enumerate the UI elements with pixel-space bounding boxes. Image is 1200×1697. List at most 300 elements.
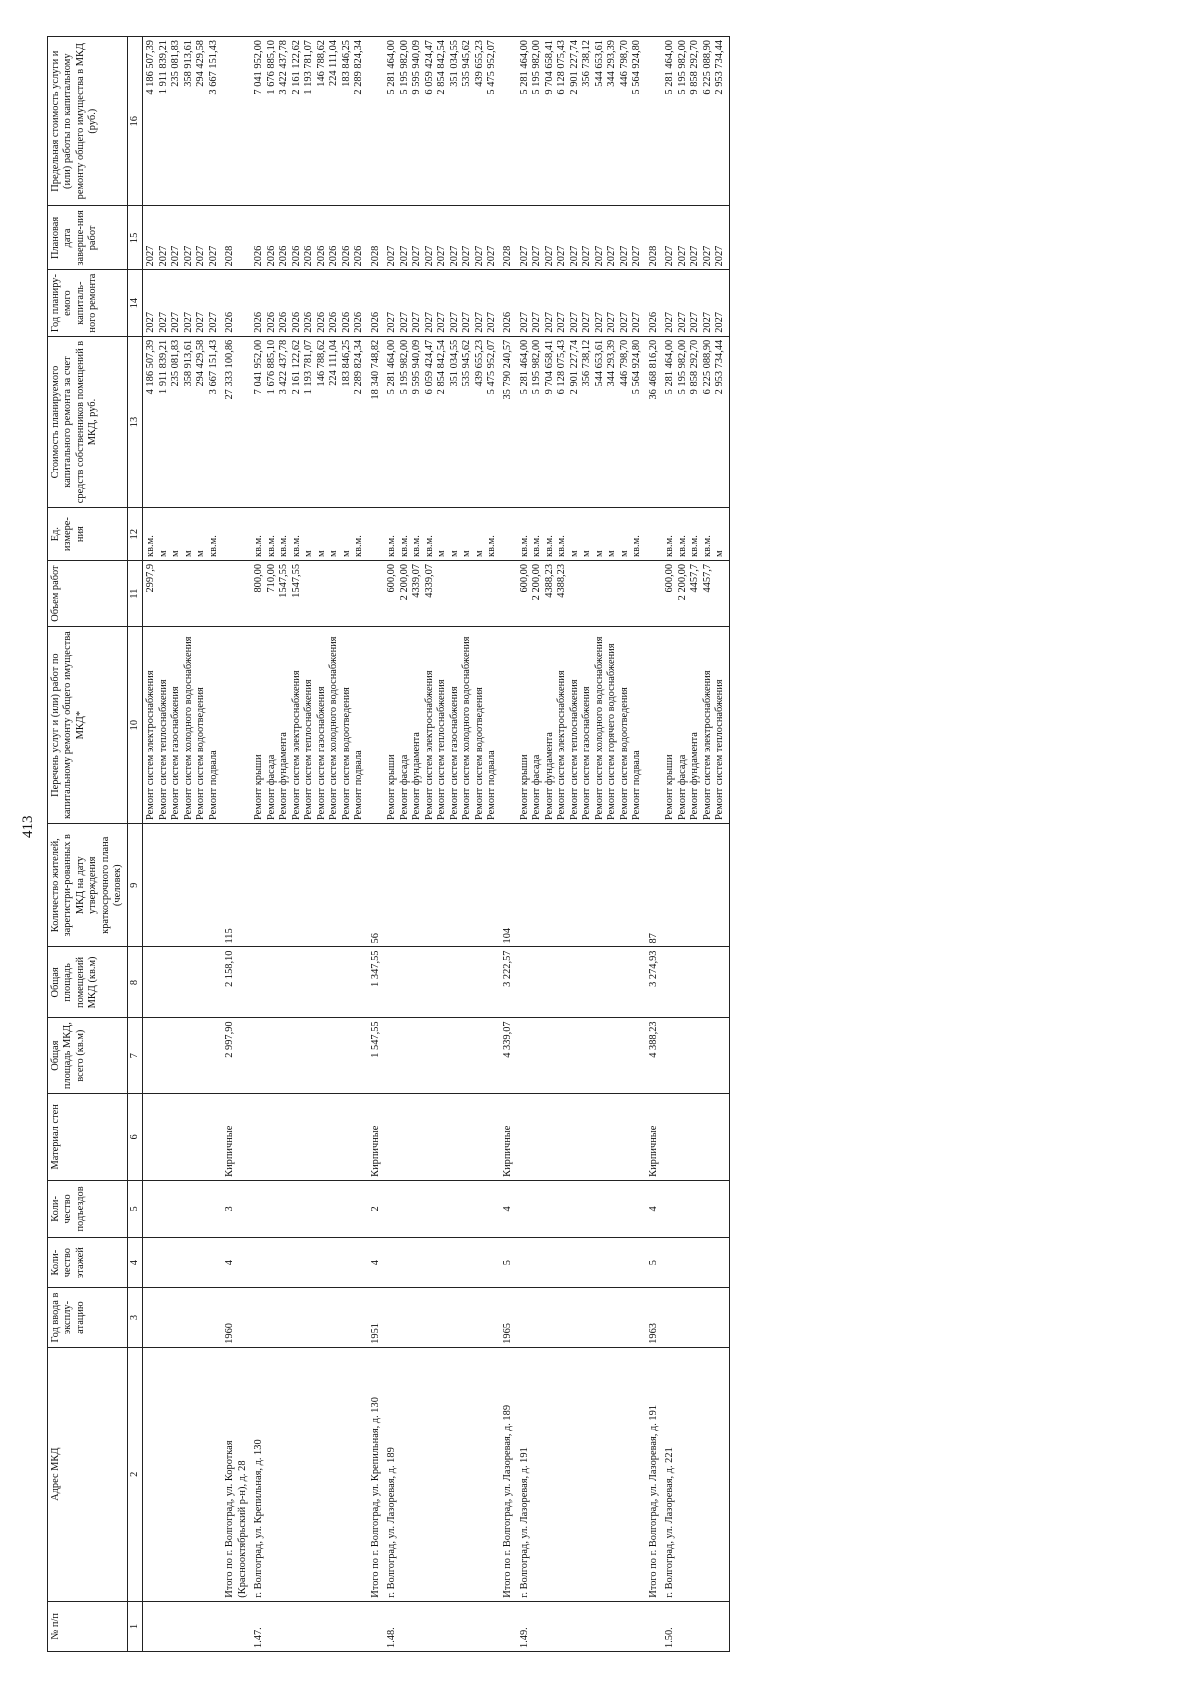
date-list-line: 2027 — [664, 245, 676, 267]
work-list-line: Ремонт фундамента — [411, 732, 423, 820]
limit-list-line: 5 475 952,07 — [485, 40, 497, 95]
area-rooms: 2 158,10 — [222, 947, 251, 1018]
total-row — [222, 37, 251, 1652]
limit-list-line: 5 195 982,00 — [676, 40, 688, 95]
header-col-9: Количество жителей, зарегистри-рованных в МКД на дату утверждения краткосрочного плана (человек) — [48, 823, 128, 947]
year-list-line: 2027 — [485, 311, 497, 333]
work-list-line: Ремонт систем водоотведения — [195, 687, 207, 820]
cost-list-line: 5 475 952,07 — [485, 339, 497, 395]
total-date: 2028 — [500, 206, 516, 270]
year-list-line: 2027 — [531, 311, 543, 333]
limit-list-line: 6 128 075,43 — [556, 40, 568, 95]
date-list-line: 2027 — [436, 245, 448, 267]
unit-list-line: кв.м. — [290, 535, 302, 557]
volume-list-line — [474, 564, 486, 623]
total-label: Итого по г. Волгоград, ул. Крепильная, д. 130 — [368, 1347, 384, 1601]
address — [143, 1347, 222, 1601]
volume-list-line: 2 200,00 — [676, 563, 688, 601]
empty-cell — [662, 823, 729, 947]
unit-list — [662, 508, 729, 561]
cost-list-line: 2 901 227,74 — [568, 339, 580, 395]
work-list-line: Ремонт систем холодного водоснабжения — [593, 636, 605, 820]
limit-list — [143, 37, 222, 206]
work-list-line: Ремонт систем газоснабжения — [448, 686, 460, 820]
cost-list-line: 294 429,58 — [195, 339, 207, 387]
work-list-line: Ремонт систем электроснабжения — [701, 670, 713, 820]
empty-cell — [251, 823, 367, 947]
entrances: 2 — [368, 1180, 384, 1237]
header-col-12: Ед. измере-ния — [48, 508, 128, 561]
unit-list-line: м — [315, 550, 327, 557]
cost-list-line: 5 195 982,00 — [676, 339, 688, 395]
work-list — [143, 627, 222, 824]
work-list-line: Ремонт систем теплоснабжения — [303, 679, 315, 820]
volume-list-line: 600,00 — [664, 563, 676, 593]
unit-list-line: кв.м. — [531, 535, 543, 557]
empty-cell — [384, 823, 500, 947]
work-list-line: Ремонт фундамента — [689, 732, 701, 820]
cost-list-line: 5 281 464,00 — [518, 339, 530, 395]
empty-cell — [646, 37, 662, 206]
volume-list-line: 710,00 — [265, 563, 277, 593]
date-list-line: 2026 — [265, 245, 277, 267]
unit-list-line: кв.м. — [689, 535, 701, 557]
row-number: 1.47. — [251, 1601, 367, 1651]
col-number-5: 5 — [127, 1180, 142, 1237]
cost-list-line: 3 667 151,43 — [207, 339, 219, 395]
cost-list-line: 183 846,25 — [340, 339, 352, 387]
empty-cell — [662, 947, 729, 1018]
work-list-line: Ремонт систем газоснабжения — [315, 686, 327, 820]
empty-cell — [143, 1288, 222, 1347]
volume-list-line — [195, 564, 207, 623]
unit-list-line: кв.м. — [676, 535, 688, 557]
empty-cell — [500, 37, 516, 206]
date-list-line: 2026 — [290, 245, 302, 267]
work-list-line: Ремонт систем теплоснабжения — [568, 679, 580, 820]
volume-list-line — [714, 564, 726, 623]
cost-list-line: 146 788,62 — [315, 339, 327, 387]
empty-cell — [143, 947, 222, 1018]
volume-list — [251, 560, 367, 626]
limit-list-line: 9 858 292,70 — [689, 40, 701, 95]
header-col-10: Перечень услуг и (или) работ по капитальному ремонту общего имущества МКД* — [48, 627, 128, 824]
work-list-line: Ремонт подвала — [631, 750, 643, 820]
total-date: 2028 — [646, 206, 662, 270]
year-list-line: 2026 — [315, 311, 327, 333]
unit-list-line: м — [182, 550, 194, 557]
date-list-line: 2027 — [543, 245, 555, 267]
cost-list-line: 351 034,55 — [448, 339, 460, 387]
empty-cell — [517, 1238, 646, 1288]
cost-list-line: 5 195 982,00 — [531, 339, 543, 395]
work-list-line: Ремонт систем теплоснабжения — [436, 679, 448, 820]
capital-repair-table — [47, 36, 730, 1652]
date-list-line: 2026 — [278, 245, 290, 267]
volume-list-line — [316, 564, 328, 623]
cost-list-line: 9 858 292,70 — [689, 339, 701, 395]
volume-list-line — [631, 564, 643, 623]
year-list-line: 2027 — [618, 311, 630, 333]
entrances: 3 — [222, 1180, 251, 1237]
column-number-row — [127, 37, 142, 1652]
col-number-16: 16 — [127, 37, 142, 206]
limit-list-line: 4 186 507,39 — [145, 40, 157, 95]
header-col-2: Адрес МКД — [48, 1347, 128, 1601]
unit-list-line: м — [473, 550, 485, 557]
unit-list-line: м — [593, 550, 605, 557]
work-list-line: Ремонт подвала — [353, 750, 365, 820]
date-list-line: 2027 — [701, 245, 713, 267]
year-list-line: 2026 — [353, 311, 365, 333]
area-rooms: 3 274,93 — [646, 947, 662, 1018]
cost-list-line: 3 422 437,78 — [278, 339, 290, 395]
year-list-line: 2027 — [207, 311, 219, 333]
date-list-line: 2027 — [676, 245, 688, 267]
date-list — [517, 206, 646, 270]
year-built: 1960 — [222, 1288, 251, 1347]
year-list-line: 2027 — [436, 311, 448, 333]
work-list — [662, 627, 729, 824]
work-list-line: Ремонт систем водоотведения — [618, 687, 630, 820]
empty-cell — [662, 1288, 729, 1347]
work-list-line: Ремонт систем водоотведения — [340, 687, 352, 820]
col-number-1: 1 — [127, 1601, 142, 1651]
header-col-16: Предельная стоимость услуги и (или) работы по капитальному ремонту общего имущества в МКД (руб.) — [48, 37, 128, 206]
unit-list-line: кв.м. — [207, 535, 219, 557]
empty-cell — [143, 823, 222, 947]
unit-list — [517, 508, 646, 561]
header-col-6: Материал стен — [48, 1093, 128, 1180]
volume-list-line: 4339,07 — [411, 563, 423, 598]
header-col-11: Объем работ — [48, 560, 128, 626]
limit-list — [517, 37, 646, 206]
year-list-line: 2027 — [593, 311, 605, 333]
cost-list-line: 224 111,04 — [328, 339, 340, 386]
volume-list-line: 600,00 — [386, 563, 398, 593]
residents: 104 — [500, 823, 516, 947]
col-number-3: 3 — [127, 1288, 142, 1347]
empty-cell — [517, 1093, 646, 1180]
empty-cell — [662, 1238, 729, 1288]
year-list-line: 2027 — [701, 311, 713, 333]
volume-list-line — [461, 564, 473, 623]
unit-list — [143, 508, 222, 561]
total-year: 2026 — [646, 270, 662, 336]
date-list-line: 2027 — [631, 245, 643, 267]
unit-list-line: м — [568, 550, 580, 557]
unit-list-line: м — [340, 550, 352, 557]
unit-list-line: кв.м. — [701, 535, 713, 557]
cost-list-line: 2 289 824,34 — [353, 339, 365, 395]
work-list-line: Ремонт систем холодного водоснабжения — [461, 636, 473, 820]
volume-list-line — [569, 564, 581, 623]
cost-list-line: 5 281 464,00 — [386, 339, 398, 395]
area-total: 4 339,07 — [500, 1018, 516, 1093]
date-list-line: 2027 — [207, 245, 219, 267]
volume-list-line — [183, 564, 195, 623]
empty-cell — [222, 508, 251, 561]
cost-list-line: 544 653,61 — [593, 339, 605, 387]
work-list-line: Ремонт фасада — [676, 754, 688, 820]
header-col-4: Коли-чество этажей — [48, 1238, 128, 1288]
limit-list-line: 351 034,55 — [448, 40, 460, 87]
row-number: 1.48. — [384, 1601, 500, 1651]
cost-list-line: 2 854 842,54 — [436, 339, 448, 395]
date-list-line: 2027 — [618, 245, 630, 267]
date-list-line: 2027 — [182, 245, 194, 267]
unit-list-line: кв.м. — [398, 535, 410, 557]
limit-list-line: 356 738,12 — [581, 40, 593, 87]
total-row — [368, 37, 384, 1652]
limit-list-line: 2 289 824,34 — [353, 40, 365, 95]
cost-list-line: 358 913,61 — [182, 339, 194, 387]
empty-cell — [143, 1238, 222, 1288]
work-list-line: Ремонт подвала — [207, 750, 219, 820]
year-list-line: 2026 — [278, 311, 290, 333]
empty-cell — [222, 37, 251, 206]
unit-list-line: кв.м. — [556, 535, 568, 557]
empty-cell — [251, 1093, 367, 1180]
total-year: 2026 — [368, 270, 384, 336]
unit-list-line: кв.м. — [278, 535, 290, 557]
unit-list-line: кв.м. — [253, 535, 265, 557]
empty-cell — [251, 1180, 367, 1237]
unit-list-line: кв.м. — [411, 535, 423, 557]
total-label: Итого по г. Волгоград, ул. Лазоревая, д. 189 — [500, 1347, 516, 1601]
limit-list-line: 9 595 940,09 — [411, 40, 423, 95]
work-list — [384, 627, 500, 824]
cost-list-line: 235 081,83 — [170, 339, 182, 387]
unit-list-line: м — [714, 550, 726, 557]
header-col-14: Год планиру-емого капиталь-ного ремонта — [48, 270, 128, 336]
empty-cell — [517, 1180, 646, 1237]
area-rooms: 3 222,57 — [500, 947, 516, 1018]
year-list-line: 2027 — [182, 311, 194, 333]
empty-cell — [517, 1288, 646, 1347]
work-list-line: Ремонт систем теплоснабжения — [157, 679, 169, 820]
col-number-4: 4 — [127, 1238, 142, 1288]
volume-list-line — [449, 564, 461, 623]
year-list-line: 2026 — [328, 311, 340, 333]
work-list-line: Ремонт систем холодного водоснабжения — [328, 636, 340, 820]
limit-list-line: 439 655,23 — [473, 40, 485, 87]
volume-list-line: 4388,23 — [543, 563, 555, 598]
date-list-line: 2026 — [303, 245, 315, 267]
cost-list-line: 5 281 464,00 — [664, 339, 676, 395]
cost-list-line: 6 059 424,47 — [423, 339, 435, 395]
volume-list-line — [619, 564, 631, 623]
total-label: Итого по г. Волгоград, ул. Короткая (Краснооктябрьский р-н), д. 28 — [222, 1347, 251, 1601]
header-col-8: Общая площадь помещений МКД (кв.м) — [48, 947, 128, 1018]
limit-list-line: 2 854 842,54 — [436, 40, 448, 95]
volume-list-line — [208, 564, 220, 623]
empty-cell — [368, 1601, 384, 1651]
area-rooms: 1 347,55 — [368, 947, 384, 1018]
empty-cell — [251, 1018, 367, 1093]
year-list-line: 2027 — [664, 311, 676, 333]
total-year: 2026 — [500, 270, 516, 336]
work-list-line: Ремонт систем холодного водоснабжения — [182, 636, 194, 820]
residents: 56 — [368, 823, 384, 947]
empty-cell — [222, 1601, 251, 1651]
limit-list-line: 1 193 781,07 — [303, 40, 315, 95]
volume-list-line: 1547,55 — [290, 563, 302, 598]
year-built: 1963 — [646, 1288, 662, 1347]
empty-cell — [500, 560, 516, 626]
header-col-3: Год ввода в эксплу-атацию — [48, 1288, 128, 1347]
cost-list-line: 5 195 982,00 — [398, 339, 410, 395]
limit-list — [251, 37, 367, 206]
limit-list-line: 358 913,61 — [182, 40, 194, 87]
empty-cell — [368, 627, 384, 824]
empty-cell — [384, 947, 500, 1018]
row-number: 1.49. — [517, 1601, 646, 1651]
year-list-line: 2026 — [303, 311, 315, 333]
col-number-14: 14 — [127, 270, 142, 336]
year-list-line: 2027 — [448, 311, 460, 333]
total-cost: 18 340 748,82 — [368, 336, 384, 508]
limit-list — [384, 37, 500, 206]
unit-list-line: кв.м. — [423, 535, 435, 557]
col-number-2: 2 — [127, 1347, 142, 1601]
year-list-line: 2027 — [170, 311, 182, 333]
table-row — [384, 37, 500, 1652]
date-list-line: 2027 — [157, 245, 169, 267]
empty-cell — [517, 823, 646, 947]
cost-list-line: 5 564 924,80 — [631, 339, 643, 395]
date-list-line: 2027 — [518, 245, 530, 267]
date-list-line: 2027 — [689, 245, 701, 267]
volume-list-line — [341, 564, 353, 623]
table-row — [662, 37, 729, 1652]
header-col-15: Плановая дата заверше-ния работ — [48, 206, 128, 270]
empty-cell — [384, 1238, 500, 1288]
table-body — [127, 37, 729, 1652]
total-label: Итого по г. Волгоград, ул. Лазоревая, д. 191 — [646, 1347, 662, 1601]
limit-list-line: 5 195 982,00 — [398, 40, 410, 95]
limit-list-line: 5 281 464,00 — [518, 40, 530, 95]
work-list-line: Ремонт систем электроснабжения — [556, 670, 568, 820]
header-col-13: Стоимость планируемого капитального ремонта за счет средств собственников помещений в МКД, руб. — [48, 336, 128, 508]
empty-cell — [500, 1601, 516, 1651]
cost-list — [384, 336, 500, 508]
limit-list-line: 5 281 464,00 — [386, 40, 398, 95]
work-list-line: Ремонт систем газоснабжения — [581, 686, 593, 820]
date-list-line: 2026 — [253, 245, 265, 267]
volume-list — [662, 560, 729, 626]
work-list-line: Ремонт систем электроснабжения — [423, 670, 435, 820]
date-list-line: 2027 — [581, 245, 593, 267]
unit-list-line: кв.м. — [485, 535, 497, 557]
volume-list-line — [353, 564, 365, 623]
wall-material: Кирпичные — [500, 1093, 516, 1180]
date-list — [662, 206, 729, 270]
volume-list-line: 4388,23 — [556, 563, 568, 598]
empty-cell — [384, 1288, 500, 1347]
total-year: 2026 — [222, 270, 251, 336]
date-list-line: 2027 — [423, 245, 435, 267]
empty-cell — [143, 1018, 222, 1093]
volume-list-line: 4339,07 — [423, 563, 435, 598]
work-list-line: Ремонт систем водоотведения — [473, 687, 485, 820]
total-date: 2028 — [368, 206, 384, 270]
empty-cell — [517, 1018, 646, 1093]
header-col-7: Общая площадь МКД, всего (кв.м) — [48, 1018, 128, 1093]
date-list-line: 2027 — [448, 245, 460, 267]
year-built: 1951 — [368, 1288, 384, 1347]
residents: 87 — [646, 823, 662, 947]
empty-cell — [646, 1601, 662, 1651]
total-row — [500, 37, 516, 1652]
floors: 4 — [222, 1238, 251, 1288]
year-list — [662, 270, 729, 336]
date-list-line: 2027 — [461, 245, 473, 267]
date-list-line: 2027 — [714, 245, 726, 267]
limit-list-line: 1 676 885,10 — [265, 40, 277, 95]
work-list-line: Ремонт фасада — [265, 754, 277, 820]
year-list-line: 2026 — [265, 311, 277, 333]
limit-list-line: 3 667 151,43 — [207, 40, 219, 95]
col-number-11: 11 — [127, 560, 142, 626]
unit-list-line: кв.м. — [265, 535, 277, 557]
cost-list-line: 9 704 658,41 — [543, 339, 555, 395]
work-list-line: Ремонт крыши — [664, 754, 676, 820]
year-list-line: 2027 — [606, 311, 618, 333]
unit-list-line: м — [618, 550, 630, 557]
unit-list-line: кв.м. — [518, 535, 530, 557]
volume-list-line: 2 200,00 — [531, 563, 543, 601]
volume-list-line — [486, 564, 498, 623]
unit-list-line: м — [170, 550, 182, 557]
limit-list-line: 6 059 424,47 — [423, 40, 435, 95]
year-list-line: 2026 — [290, 311, 302, 333]
cost-list-line: 9 595 940,09 — [411, 339, 423, 395]
volume-list-line — [328, 564, 340, 623]
volume-list — [517, 560, 646, 626]
date-list-line: 2027 — [170, 245, 182, 267]
row-number: 1.50. — [662, 1601, 729, 1651]
year-list-line: 2027 — [581, 311, 593, 333]
volume-list-line: 4457,7 — [689, 563, 701, 593]
year-list-line: 2027 — [157, 311, 169, 333]
empty-cell — [662, 1093, 729, 1180]
volume-list-line: 2 200,00 — [398, 563, 410, 601]
cost-list-line: 6 128 075,43 — [556, 339, 568, 395]
date-list-line: 2026 — [315, 245, 327, 267]
floors: 5 — [500, 1238, 516, 1288]
page-number: 413 — [20, 815, 36, 838]
date-list-line: 2026 — [328, 245, 340, 267]
address: г. Волгоград, ул. Крепильная, д. 130 — [251, 1347, 367, 1601]
floors: 4 — [368, 1238, 384, 1288]
work-list-line: Ремонт подвала — [485, 750, 497, 820]
address: г. Волгоград, ул. Лазоревая, д. 191 — [517, 1347, 646, 1601]
empty-cell — [368, 560, 384, 626]
unit-list-line: кв.м. — [543, 535, 555, 557]
date-list-line: 2027 — [606, 245, 618, 267]
limit-list-line: 5 281 464,00 — [664, 40, 676, 95]
entrances: 4 — [500, 1180, 516, 1237]
empty-cell — [646, 560, 662, 626]
limit-list-line: 2 161 122,62 — [290, 40, 302, 95]
unit-list-line: м — [581, 550, 593, 557]
year-list-line: 2027 — [689, 311, 701, 333]
year-built: 1965 — [500, 1288, 516, 1347]
cost-list-line: 1 676 885,10 — [265, 339, 277, 395]
volume-list — [384, 560, 500, 626]
empty-cell — [368, 508, 384, 561]
